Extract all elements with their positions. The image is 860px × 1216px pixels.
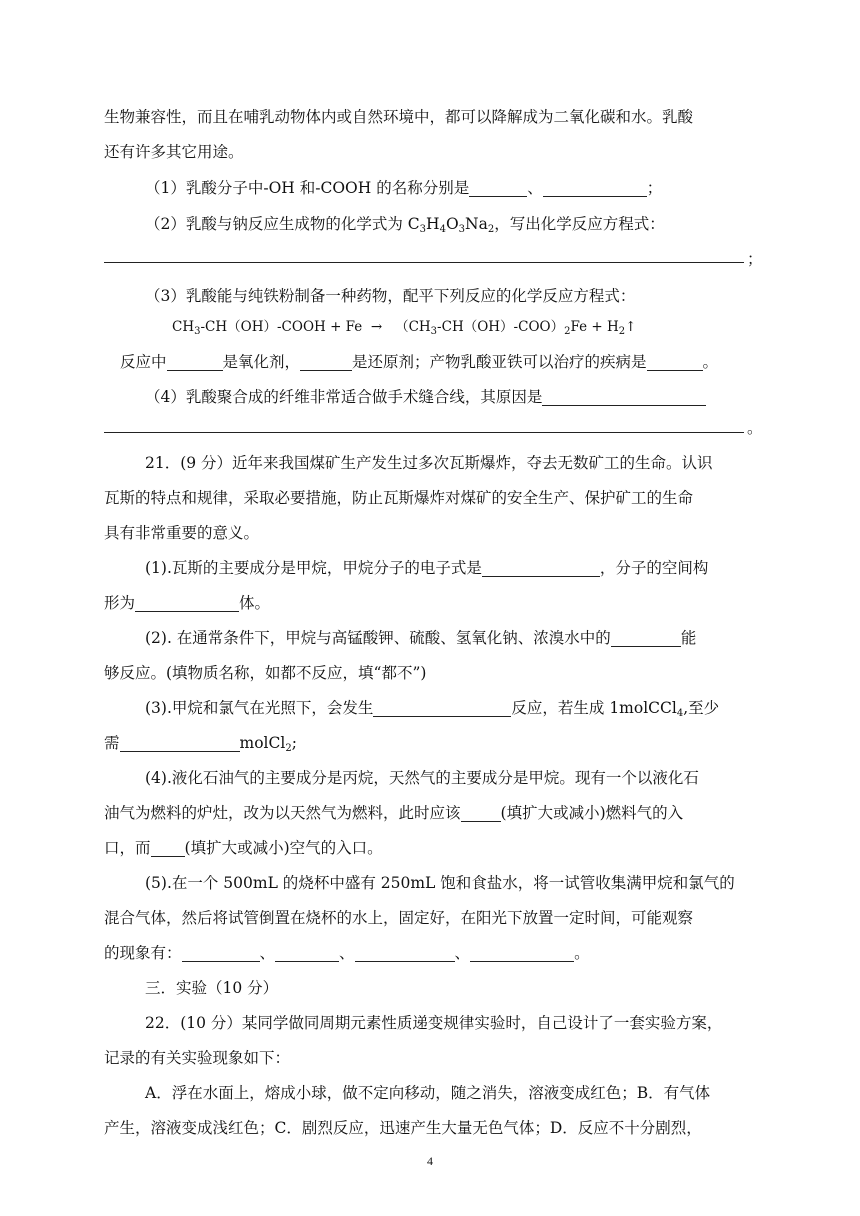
answer-blank[interactable] bbox=[120, 735, 240, 752]
answer-blank[interactable] bbox=[355, 945, 455, 962]
text-line: 的现象有： 、 、 、 。 bbox=[104, 944, 590, 962]
text-line: 形为 体。 bbox=[104, 594, 271, 612]
answer-blank[interactable] bbox=[543, 180, 647, 197]
text-line: 油气为燃料的炉灶，改为以天然气为燃料，此时应该 (填扩大或减小)燃料气的入 bbox=[104, 804, 684, 822]
answer-blank[interactable] bbox=[482, 560, 600, 577]
text-line: 口，而 (填扩大或减小)空气的入口。 bbox=[104, 839, 383, 857]
answer-blank[interactable] bbox=[167, 354, 223, 371]
text-line: 生物兼容性，而且在哺乳动物体内或自然环境中，都可以降解成为二氧化碳和水。乳酸 bbox=[104, 108, 694, 126]
section-heading: 三．实验（10 分） bbox=[145, 979, 279, 997]
answer-blank[interactable] bbox=[182, 945, 260, 962]
answer-blank[interactable] bbox=[470, 945, 574, 962]
answer-blank[interactable] bbox=[300, 354, 352, 371]
answer-blank[interactable] bbox=[611, 630, 681, 647]
question-2: （2）乳酸与钠反应生成物的化学式为 $C_3H_4O_3Na_2$，写出化学反应方程式： bbox=[145, 215, 665, 235]
answer-blank[interactable] bbox=[461, 805, 501, 822]
sub-question-4: (4).液化石油气的主要成分是丙烷，天然气的主要成分是甲烷。现有一个以液化石 bbox=[145, 769, 699, 787]
question-4: （4）乳酸聚合成的纤维非常适合做手术缝合线，其原因是 bbox=[145, 386, 756, 408]
question-3-fill: 反应中 是氧化剂， 是还原剂；产物乳酸亚铁可以治疗的疾病是 。 bbox=[120, 353, 719, 371]
answer-blank[interactable] bbox=[647, 354, 703, 371]
answer-blank[interactable] bbox=[542, 389, 706, 406]
answer-line[interactable] bbox=[104, 432, 744, 433]
text-line: A．浮在水面上，熔成小球，做不定向移动，随之消失，溶液变成红色；B．有气体 bbox=[145, 1084, 711, 1102]
answer-blank[interactable] bbox=[469, 180, 527, 197]
question-21: 21．(9 分）近年来我国煤矿生产发生过多次瓦斯爆炸，夺去无数矿工的生命。认识 bbox=[145, 454, 713, 472]
answer-blank[interactable] bbox=[275, 945, 339, 962]
sub-question-1: (1).瓦斯的主要成分是甲烷，甲烷分子的电子式是 ，分子的空间构 bbox=[145, 559, 709, 577]
text-line: 需 molCl$_2$; bbox=[104, 734, 297, 754]
answer-blank[interactable] bbox=[151, 840, 185, 857]
answer-blank[interactable] bbox=[135, 595, 239, 612]
question-22: 22．(10 分）某同学做同周期元素性质递变规律实验时，自己设计了一套实验方案， bbox=[145, 1014, 723, 1032]
text-line: 混合气体，然后将试管倒置在烧杯的水上，固定好，在阳光下放置一定时间，可能观察 bbox=[104, 909, 694, 927]
text-line: 瓦斯的特点和规律，采取必要措施，防止瓦斯爆炸对煤矿的安全生产、保护矿工的生命 bbox=[104, 489, 694, 507]
chemical-equation: $CH_3-CH(OH)$-COOH + $Fe \to (CH_3-CH(OH)-COO)_2Fe$ + $H_2↑$ bbox=[172, 319, 637, 337]
question-1: （1）乳酸分子中-OH 和-COOH 的名称分别是 、 ； bbox=[145, 179, 663, 197]
punct: ； bbox=[747, 250, 763, 268]
answer-blank[interactable] bbox=[373, 700, 511, 717]
page-number: 4 bbox=[427, 1154, 433, 1168]
sub-question-3: (3).甲烷和氯气在光照下，会发生 反应，若生成 1molCCl$_4$,至少 bbox=[145, 699, 720, 719]
punct: 。 bbox=[747, 419, 763, 437]
text-line: 记录的有关实验现象如下： bbox=[104, 1049, 291, 1067]
text-line: 够反应。(填物质名称，如都不反应，填“都不”) bbox=[104, 664, 427, 682]
sub-question-2: (2). 在通常条件下，甲烷与高锰酸钾、硫酸、氢氧化钠、浓溴水中的 能 bbox=[145, 629, 697, 647]
text-line: 还有许多其它用途。 bbox=[104, 143, 244, 161]
answer-line[interactable] bbox=[104, 262, 744, 263]
text-line: 产生，溶液变成浅红色；C．剧烈反应，迅速产生大量无色气体；D．反应不十分剧烈， bbox=[104, 1119, 702, 1137]
text-line: 具有非常重要的意义。 bbox=[104, 524, 260, 542]
question-3: （3）乳酸能与纯铁粉制备一种药物，配平下列反应的化学反应方程式： bbox=[145, 287, 636, 305]
sub-question-5: (5).在一个 500mL 的烧杯中盛有 250mL 饱和食盐水，将一试管收集满甲烷和氯气的 bbox=[145, 874, 735, 892]
